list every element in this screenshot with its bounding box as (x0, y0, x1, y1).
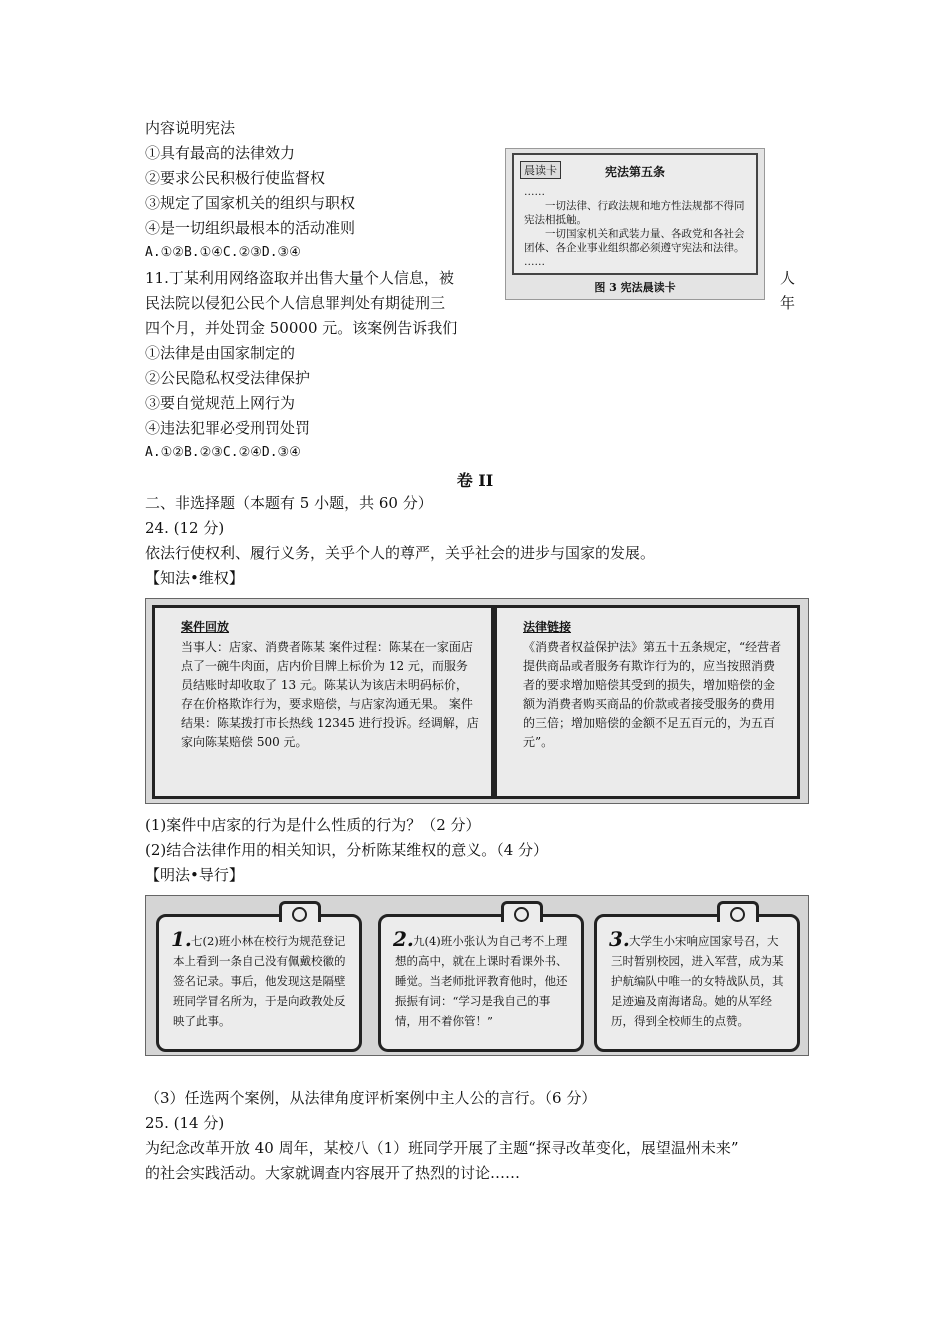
camera-icon (717, 901, 759, 922)
q11-item-1: ①法律是由国家制定的 (145, 344, 296, 362)
case-review-title: 案件回放 (181, 620, 230, 634)
q10-item-4: ④是一切组织最根本的活动准则 (145, 219, 356, 237)
q24-subquestion-2: (2)结合法律作用的相关知识，分析陈某维权的意义。（4 分） (145, 841, 549, 859)
q11-item-4: ④违法犯罪必受刑罚处罚 (145, 419, 311, 437)
q10-item-2: ②要求公民积极行使监督权 (145, 169, 326, 187)
q11-item-3: ③要自觉规范上网行为 (145, 394, 296, 412)
card-dots-bottom: …… (524, 256, 545, 268)
case-figure (145, 598, 809, 804)
q24-subquestion-1: (1)案件中店家的行为是什么性质的行为？（2 分） (145, 816, 481, 834)
q10-stem: 内容说明宪法 (145, 119, 236, 137)
q25-line-2: 的社会实践活动。大家就调查内容展开了热烈的讨论…… (145, 1164, 521, 1182)
law-link-title: 法律链接 (523, 620, 572, 634)
q24-part-2-heading: 【明法•导行】 (145, 866, 244, 884)
q10-options: A.①②B.①④C.②③D.③④ (145, 245, 301, 260)
q11-line-1-tail: 人 (780, 269, 796, 287)
card-tag: 晨读卡 (520, 161, 561, 179)
q24-subquestion-3: （3）任选两个案例，从法律角度评析案例中主人公的言行。（6 分） (145, 1089, 597, 1107)
q11-options: A.①②B.②③C.②④D.③④ (145, 445, 301, 460)
case-review-text: 当事人：店家、消费者陈某 案件过程：陈某在一家面店点了一碗牛肉面，店内价目牌上标价为 12 元，而服务员结账时却收取了 13 元。陈某认为该店未明码标价，存在价格欺诈行为，要求赔偿，与店家沟通无果。 案件结果：陈某拨打市长热线 12345 进行投诉。经调解，店家向陈某赔偿 500 元。 (181, 640, 479, 749)
q24-part-1-heading: 【知法•维权】 (145, 569, 244, 587)
card-para-1: 一切法律、行政法规和地方性法规都不得同宪法相抵触。 (524, 200, 745, 226)
case-card-1-number: 1. (171, 927, 192, 951)
q11-line-2-tail: 年 (780, 294, 796, 312)
case-card-2-text: 九(4)班小张认为自己考不上理想的高中，就在上课时看课外书、睡觉。当老师批评教育他时，他还振振有词：“学习是我自己的事情，用不着你管！” (395, 934, 568, 1028)
section-title: 卷 II (456, 471, 494, 490)
constitution-card-figure (505, 148, 765, 300)
q10-item-1: ①具有最高的法律效力 (145, 144, 296, 162)
case-card-3-number: 3. (609, 927, 630, 951)
law-link-text: 《消费者权益保护法》第五十五条规定，“经营者提供商品或者服务有欺诈行为的，应当按照消费者的要求增加赔偿其受到的损失，增加赔偿的金额为消费者购买商品的价款或者接受服务的费用的三倍；增加赔偿的金额不足五百元的，为五百元”。 (523, 640, 782, 749)
card-body (524, 185, 749, 269)
q11-line-2: 民法院以侵犯公民个人信息罪判处有期徒刑三 (145, 294, 446, 312)
q25-line-1: 为纪念改革开放 40 周年，某校八（1）班同学开展了主题“探寻改革变化，展望温州未来” (145, 1139, 739, 1157)
q24-score: 24. (12 分) (145, 519, 225, 537)
camera-icon (279, 901, 321, 922)
q25-score: 25. (14 分) (145, 1114, 225, 1132)
q11-line-1: 11.丁某利用网络盗取并出售大量个人信息，被 (145, 269, 454, 287)
case-card-3-text: 大学生小宋响应国家号召，大三时暂别校园，进入军营，成为某护航编队中唯一的女特战队员，其足迹遍及南海诸岛。她的从军经历，得到全校师生的点赞。 (611, 934, 784, 1028)
card-frame (512, 153, 758, 275)
case-review-panel (152, 605, 494, 799)
card-caption: 图 3 宪法晨读卡 (594, 281, 676, 294)
q11-line-3: 四个月，并处罚金 50000 元。该案例告诉我们 (145, 319, 458, 337)
q11-item-2: ②公民隐私权受法律保护 (145, 369, 311, 387)
case-card-2-number: 2. (393, 927, 414, 951)
camera-icon (501, 901, 543, 922)
law-link-panel (494, 605, 800, 799)
case-card-1-text: 七(2)班小林在校行为规范登记本上看到一条自己没有佩戴校徽的签名记录。事后，他发现这是隔壁班同学冒名所为，于是向政教处反映了此事。 (173, 934, 346, 1028)
card-title: 宪法第五条 (604, 165, 665, 179)
case-card-1 (156, 914, 362, 1052)
q10-item-3: ③规定了国家机关的组织与职权 (145, 194, 356, 212)
case-card-3 (594, 914, 800, 1052)
card-dots-top: …… (524, 186, 545, 198)
case-card-2 (378, 914, 584, 1052)
camera-cases-figure (145, 895, 809, 1056)
q24-intro: 依法行使权利、履行义务，关乎个人的尊严，关乎社会的进步与国家的发展。 (145, 544, 656, 562)
card-para-2: 一切国家机关和武装力量、各政党和各社会团体、各企业事业组织都必须遵守宪法和法律。 (524, 228, 745, 254)
section-heading: 二、非选择题（本题有 5 小题，共 60 分） (145, 494, 433, 512)
